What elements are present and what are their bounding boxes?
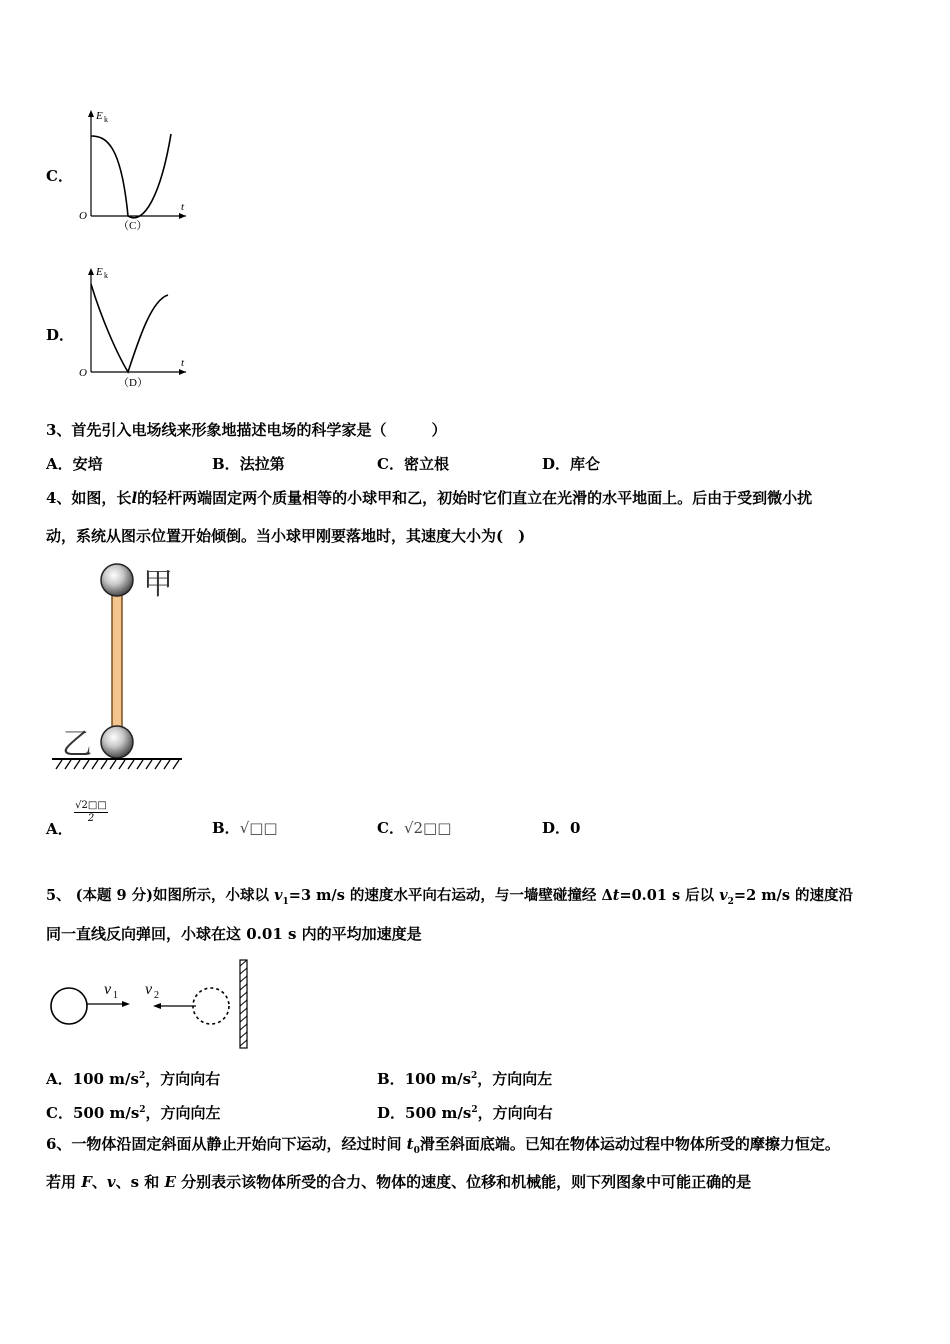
q4-rod-figure — [48, 560, 188, 772]
q4-option-d: D．0 — [542, 819, 581, 837]
option-d-y-axis: E — [96, 266, 103, 278]
q3-option-d: D．库仑 — [542, 455, 601, 473]
q5-option-a: A．100 $m/s^2$，方向向右 — [46, 1070, 221, 1088]
q5-option-d: D．500 $m/s^2$，方向向右 — [377, 1104, 553, 1122]
fraction-numerator: √2□□ — [75, 800, 107, 811]
option-c-x-axis: t — [181, 201, 185, 213]
q3-stem: 3、首先引入电场线来形象地描述电场的科学家是（ ） — [46, 421, 447, 439]
q3-option-b: B．法拉第 — [212, 455, 285, 473]
q4-option-a: A． — [46, 820, 73, 838]
label-jia: 甲 — [143, 568, 173, 601]
q4-option-a-fraction — [74, 800, 108, 825]
q4-option-b: B．√□□ — [212, 819, 278, 837]
option-d-graph — [76, 262, 194, 392]
option-c-origin: O — [79, 210, 87, 222]
option-c-y-sub: k — [104, 115, 108, 124]
q3-option-c: C．密立根 — [377, 455, 449, 473]
q5-option-b: B．100 $m/s^2$，方向向左 — [377, 1070, 553, 1088]
q4-stem-line2: 动，系统从图示位置开始倾倒。当小球甲刚要落地时，其速度大小为( ) — [46, 527, 526, 545]
q3-option-a: A．安培 — [46, 455, 103, 473]
q6-stem-line2: 若用 F、v、s 和 E 分别表示该物体所受的合力、物体的速度、位移和机械能，则下列图象中可能正确的是 — [46, 1173, 752, 1191]
q4-option-c: C．√2□□ — [377, 819, 452, 837]
q5-stem-line1: 5、 (本题 9 分)如图所示，小球以 $v_1=3$ m/s 的速度水平向右运动，与一墙壁碰撞经 Δt=0.01 s 后以 $v_2=2$ m/s 的速度沿 — [46, 887, 854, 907]
fraction-denominator: 2 — [87, 813, 95, 824]
q5-collision-figure — [46, 956, 256, 1052]
label-yi: 乙 — [62, 728, 92, 761]
fig-v2: v — [145, 981, 153, 998]
option-d-label: D． — [46, 326, 75, 344]
fig-v2-sub: 2 — [154, 990, 159, 1001]
fig-v1-sub: 1 — [113, 990, 118, 1001]
ball-yi — [101, 726, 133, 758]
q6-stem-line1: 6、一物体沿固定斜面从静止开始向下运动，经过时间 $t_0$滑至斜面底端。已知在物体运动过程中物体所受的摩擦力恒定。 — [46, 1135, 840, 1156]
q4-stem-line1: 4、如图，长l的轻杆两端固定两个质量相等的小球甲和乙，初始时它们直立在光滑的水平地面上。后由于受到微小扰 — [46, 489, 813, 507]
option-c-y-axis: E — [96, 110, 103, 122]
option-c-graph — [76, 104, 194, 234]
q5-option-c: C．500 $m/s^2$，方向向左 — [46, 1104, 221, 1122]
option-d-caption: （D） — [118, 377, 148, 389]
ball-jia — [101, 564, 133, 596]
q5-stem-line2: 同一直线反向弹回，小球在这 0.01 s 内的平均加速度是 — [46, 925, 422, 943]
option-d-origin: O — [79, 367, 87, 379]
option-c-label: C． — [46, 167, 73, 185]
fig-v1: v — [104, 981, 112, 998]
option-d-y-sub: k — [104, 271, 108, 280]
option-c-caption: （C） — [118, 220, 148, 232]
option-d-x-axis: t — [181, 357, 185, 369]
